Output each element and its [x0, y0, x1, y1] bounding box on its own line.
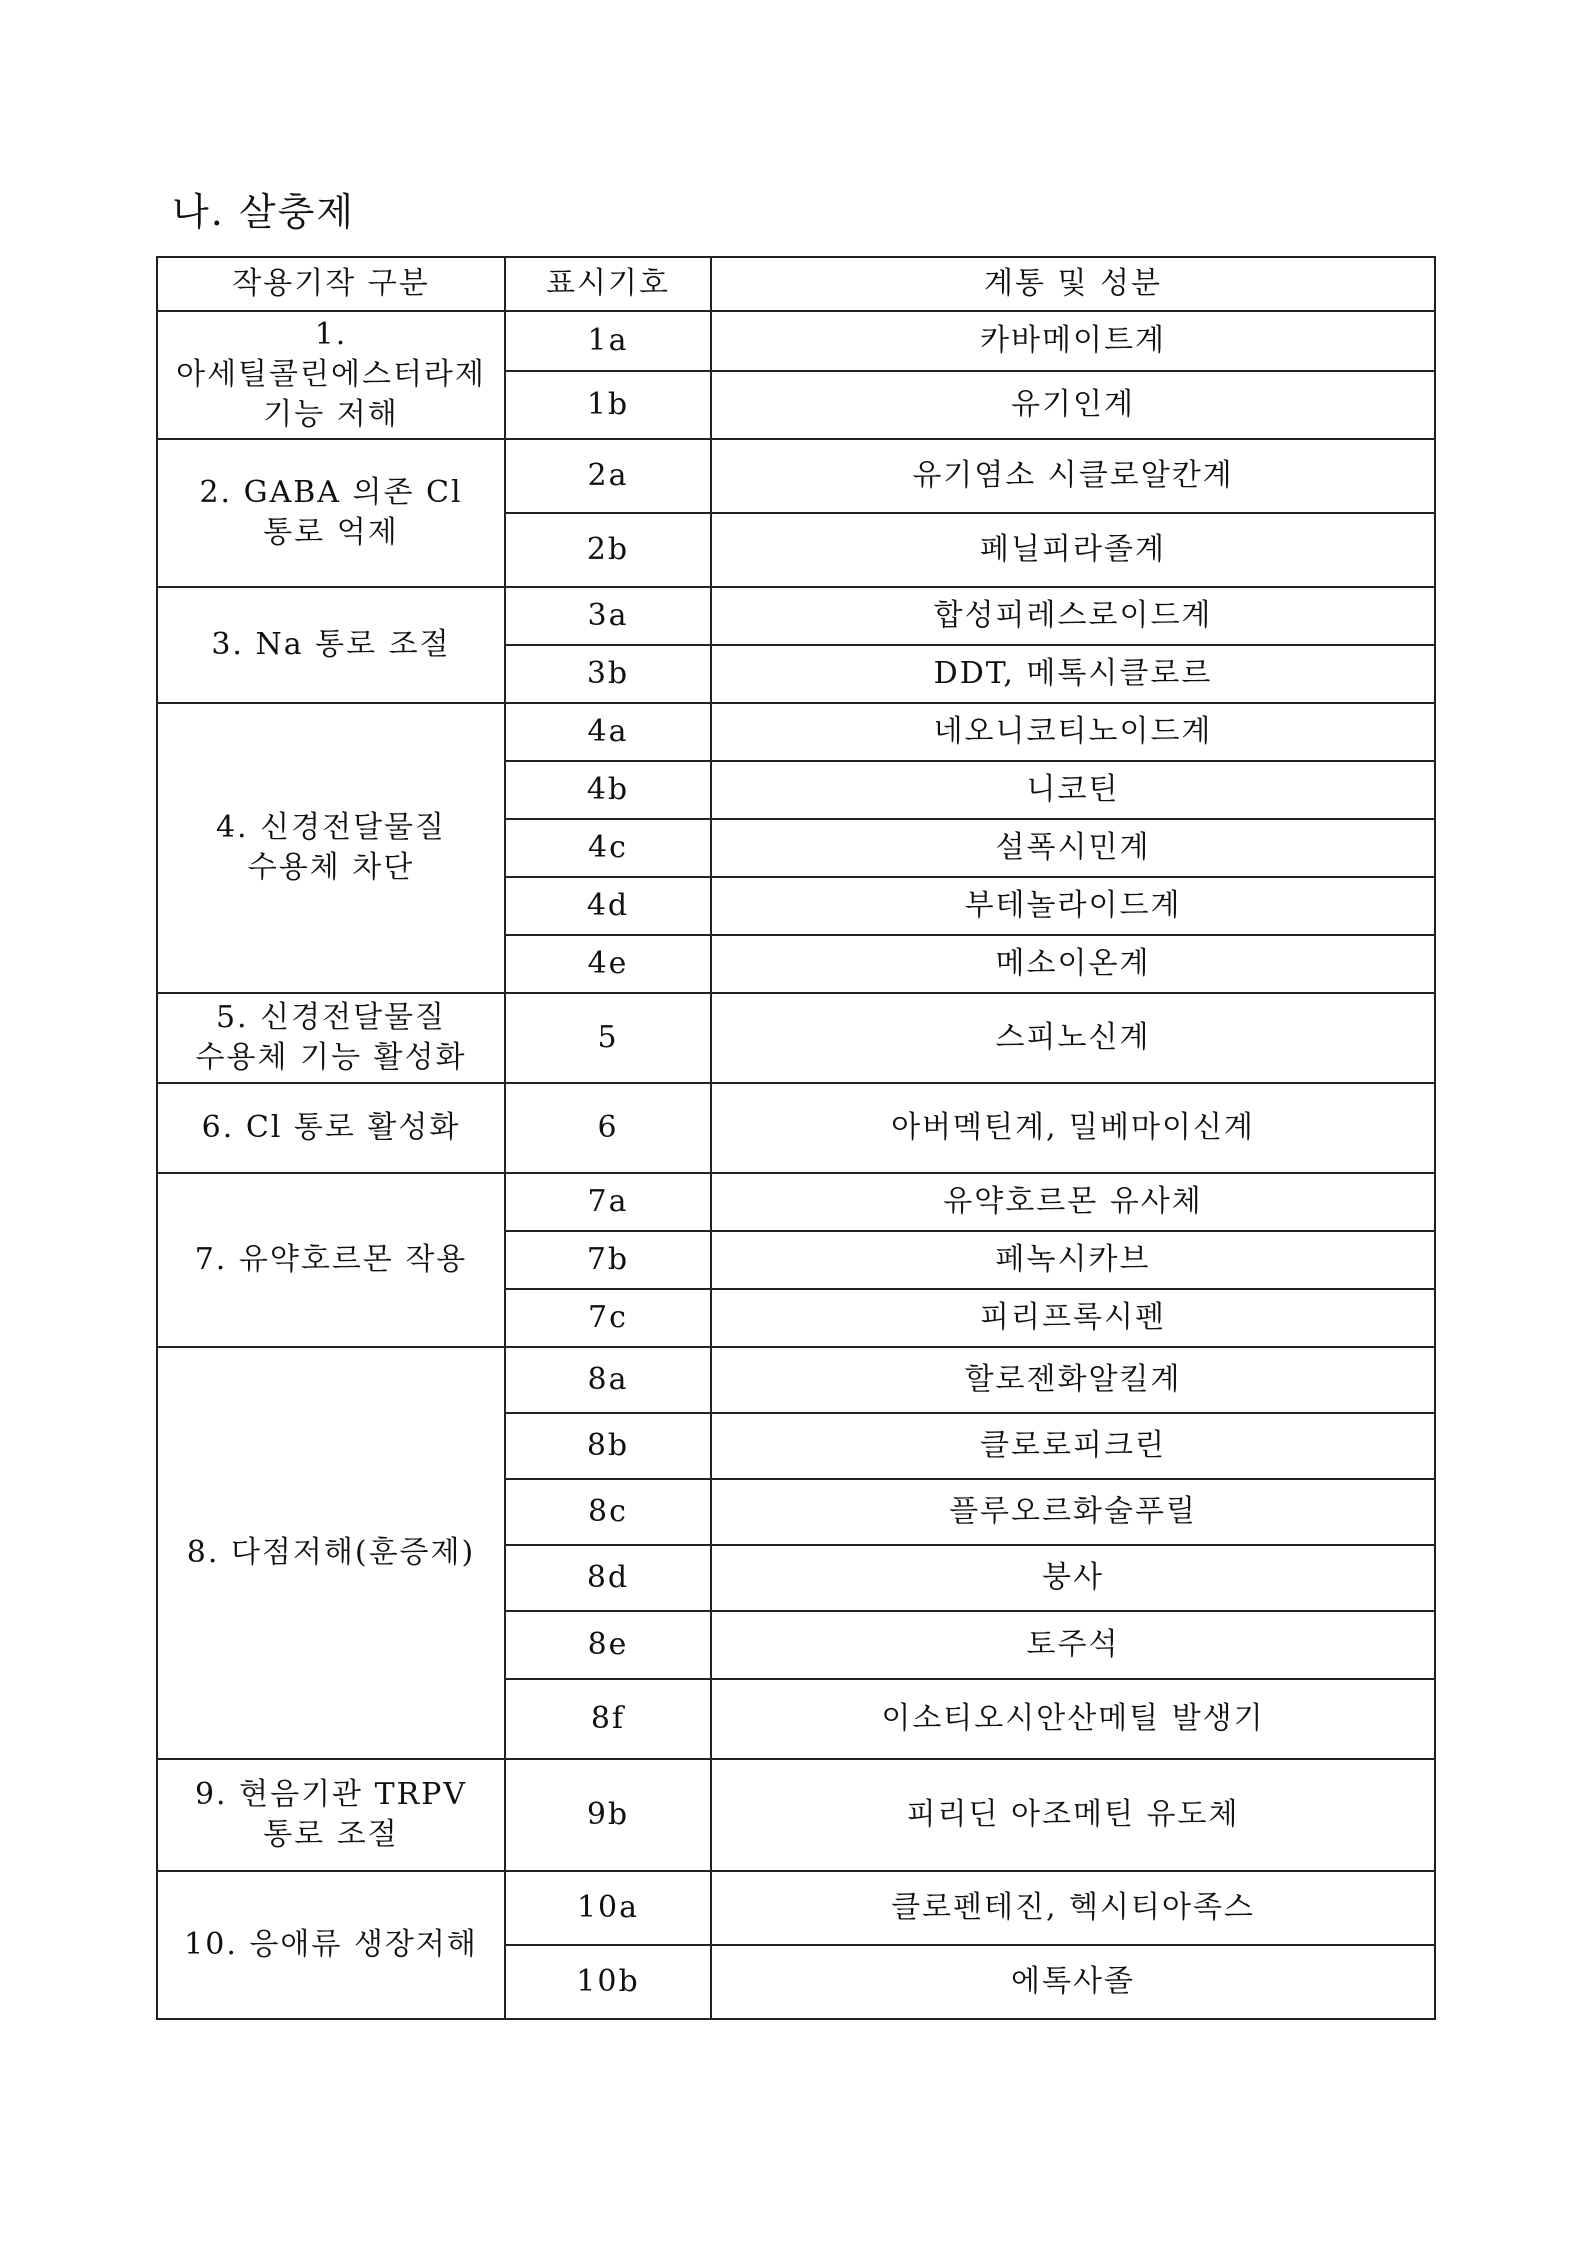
group-cell: 유기인계: [711, 371, 1435, 439]
code-cell: 2b: [505, 513, 711, 587]
mode-text: 4. 신경전달물질 수용체 차단: [215, 810, 447, 885]
mode-text: 3. Na 통로 조절: [211, 627, 451, 662]
header-group: 계통 및 성분: [711, 257, 1435, 311]
code-cell: 3b: [505, 645, 711, 703]
code-cell: 4e: [505, 935, 711, 993]
code-cell: 8d: [505, 1545, 711, 1611]
code-cell: 8c: [505, 1479, 711, 1545]
code-cell: 4b: [505, 761, 711, 819]
mode-text: 1. 아세틸콜린에스터라제 기능 저해: [176, 317, 486, 432]
group-cell: 토주석: [711, 1611, 1435, 1679]
mode-cell: [157, 703, 505, 993]
table-row: [157, 1347, 1435, 1413]
group-cell: 부테놀라이드계: [711, 877, 1435, 935]
group-cell: 유약호르몬 유사체: [711, 1173, 1435, 1231]
code-cell: 4a: [505, 703, 711, 761]
mode-cell: [157, 1083, 505, 1173]
group-cell: 에톡사졸: [711, 1945, 1435, 2019]
mode-text: 7. 유약호르몬 작용: [194, 1242, 468, 1277]
table-body: [157, 311, 1435, 2019]
group-cell: 클로펜테진, 헥시티아족스: [711, 1871, 1435, 1945]
group-cell: 설폭시민계: [711, 819, 1435, 877]
group-cell: 카바메이트계: [711, 311, 1435, 371]
code-cell: 5: [505, 993, 711, 1083]
code-cell: 2a: [505, 439, 711, 513]
code-cell: 1a: [505, 311, 711, 371]
section-heading: 나. 살충제: [172, 190, 355, 234]
mode-text: 2. GABA 의존 Cl 통로 억제: [199, 475, 463, 550]
table-row: [157, 439, 1435, 513]
group-cell: 할로젠화알킬계: [711, 1347, 1435, 1413]
mode-cell: [157, 439, 505, 587]
mode-cell: [157, 1347, 505, 1759]
table-row: [157, 1173, 1435, 1231]
mode-cell: [157, 1871, 505, 2019]
group-cell: 합성피레스로이드계: [711, 587, 1435, 645]
mode-text: 9. 현음기관 TRPV 통로 조절: [194, 1777, 468, 1852]
code-cell: 6: [505, 1083, 711, 1173]
table-row: [157, 1759, 1435, 1871]
code-cell: 3a: [505, 587, 711, 645]
group-cell: 피리프록시펜: [711, 1289, 1435, 1347]
table-row: [157, 703, 1435, 761]
group-cell: 메소이온계: [711, 935, 1435, 993]
header-mode: 작용기작 구분: [157, 257, 505, 311]
table-row: [157, 1083, 1435, 1173]
table-row: [157, 1871, 1435, 1945]
group-cell: 니코틴: [711, 761, 1435, 819]
header-row: [157, 257, 1435, 311]
code-cell: 9b: [505, 1759, 711, 1871]
mode-text: 5. 신경전달물질 수용체 기능 활성화: [195, 1000, 467, 1075]
group-cell: 붕사: [711, 1545, 1435, 1611]
mode-cell: [157, 587, 505, 703]
mode-cell: [157, 993, 505, 1083]
mode-cell: [157, 1173, 505, 1347]
code-cell: 10b: [505, 1945, 711, 2019]
mode-text: 10. 응애류 생장저해: [184, 1927, 478, 1962]
group-cell: 플루오르화술푸릴: [711, 1479, 1435, 1545]
mode-text: 8. 다점저해(훈증제): [186, 1535, 476, 1570]
group-cell: DDT, 메톡시클로르: [711, 645, 1435, 703]
group-cell: 클로로피크린: [711, 1413, 1435, 1479]
code-cell: 7a: [505, 1173, 711, 1231]
code-cell: 7b: [505, 1231, 711, 1289]
code-cell: 7c: [505, 1289, 711, 1347]
group-cell: 페닐피라졸계: [711, 513, 1435, 587]
mode-cell: [157, 311, 505, 439]
group-cell: 스피노신계: [711, 993, 1435, 1083]
group-cell: 아버멕틴계, 밀베마이신계: [711, 1083, 1435, 1173]
code-cell: 8b: [505, 1413, 711, 1479]
table-row: [157, 311, 1435, 371]
code-cell: 4d: [505, 877, 711, 935]
insecticide-classification-table: [156, 256, 1436, 2020]
group-cell: 피리딘 아조메틴 유도체: [711, 1759, 1435, 1871]
header-code: 표시기호: [505, 257, 711, 311]
code-cell: 8f: [505, 1679, 711, 1759]
code-cell: 4c: [505, 819, 711, 877]
code-cell: 1b: [505, 371, 711, 439]
group-cell: 유기염소 시클로알칸계: [711, 439, 1435, 513]
table-row: [157, 993, 1435, 1083]
group-cell: 페녹시카브: [711, 1231, 1435, 1289]
code-cell: 10a: [505, 1871, 711, 1945]
table-row: [157, 587, 1435, 645]
mode-cell: [157, 1759, 505, 1871]
code-cell: 8e: [505, 1611, 711, 1679]
mode-text: 6. Cl 통로 활성화: [201, 1110, 461, 1145]
group-cell: 이소티오시안산메틸 발생기: [711, 1679, 1435, 1759]
code-cell: 8a: [505, 1347, 711, 1413]
group-cell: 네오니코티노이드계: [711, 703, 1435, 761]
